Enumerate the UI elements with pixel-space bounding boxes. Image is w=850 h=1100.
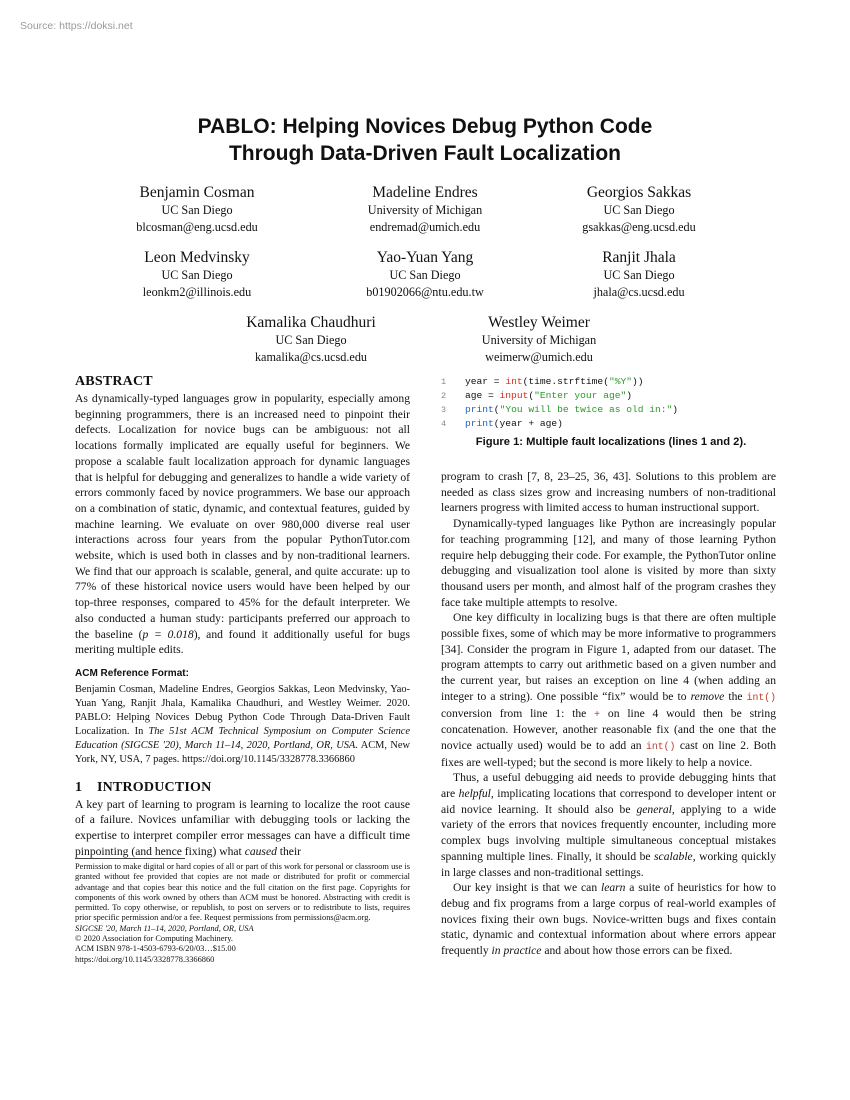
footnote-isbn: ACM ISBN 978-1-4503-6793-6/20/03…$15.00	[75, 944, 236, 954]
author-block	[77, 183, 317, 235]
intro-paragraph: A key part of learning to program is learning to localize the root cause of a failure. Novices unfamiliar with debugging tools or lacking the expertise to interpret compiler error messages can have a difficult time pinpointing (and hence fixing) what caused their	[75, 797, 410, 858]
left-column	[75, 373, 410, 859]
author-email: kamalika@cs.ucsd.edu	[254, 349, 368, 364]
author-affiliation: UC San Diego	[275, 333, 347, 347]
abstract-text: As dynamically-typed languages grow in popularity, especially among beginning programmers, there is an increased need to pinpoint their defects. Localization for novice bugs can be ambiguous: not all locations formally implicated are equally useful for beginners. We propose a scalable fault localization approach for dynamic languages that is helpful for debugging and generalizes to handle a wide variety of errors commonly faced by novice programmers. We base our approach on a combination of static, dynamic, and contextual features, guided by machine learning. We evaluate on over 980,000 diverse real user interactions across four years from the popular PythonTutor.com website, which is used both in classes and by non-traditional learners. We find that our approach is scalable, general, and quite accurate: up to 77% of these historical novice users would have been helped by our top-three responses, compared to 45% for the default interpreter. We also conducted a human study: participants preferred our approach to the baseline (p = 0.018), and found it additionally useful for bugs meriting multiple edits.	[75, 392, 410, 657]
title-line-1: PABLO: Helping Novices Debug Python Code	[197, 115, 653, 138]
acm-ref-text: Benjamin Cosman, Madeline Endres, Georgios Sakkas, Leon Medvinsky, Yao-Yuan Yang, Ranjit Jhala, Kamalika Chaudhuri, and Westley Weimer. 2020. PABLO: Helping Novices Debug Python Code Through Data-Driven Fault Localization. In The 51st ACM Technical Symposium on Computer Science Education (SIGCSE '20), March 11–14, 2020, Portland, OR, USA. ACM, New York, NY, USA, 7 pages. https://doi.org/10.1145/3328778.3366860	[75, 683, 411, 765]
acm-ref-heading: ACM Reference Format:	[75, 667, 189, 679]
author-affiliation: UC San Diego	[161, 203, 233, 217]
author-block	[191, 313, 431, 365]
author-name: Leon Medvinsky	[144, 249, 250, 266]
author-name: Kamalika Chaudhuri	[246, 314, 376, 331]
author-email: blcosman@eng.ucsd.edu	[136, 219, 258, 234]
author-block	[305, 183, 545, 235]
author-email: jhala@cs.ucsd.edu	[593, 284, 685, 299]
right-paragraph: program to crash [7, 8, 23–25, 36, 43]. Solutions to this problem are needed as class sizes grow and increasing numbers of non-traditional learners progress with limited access to human instructional support.	[441, 470, 776, 515]
right-column	[441, 469, 776, 959]
author-block	[77, 248, 317, 300]
author-name: Madeline Endres	[372, 184, 478, 201]
author-affiliation: University of Michigan	[367, 203, 483, 217]
right-paragraph: One key difficulty in localizing bugs is that there are often multiple possible fixes, some of which may be more informative to programmers [34]. Consider the program in Figure 1, adapted from our dataset. The program attempts to carry out arithmetic based on a given number and the current year, but raises an exception on line 4 (when adding an integer to a string). One possible “fix” would be to remove the int() conversion from line 1: the + on line 4 would then be string concatenation. However, another reasonable fix (and the one that the novice actually used) would be to add an int() cast on line 2. Both fixes are well-typed; but the second is more likely to help a novice.	[441, 611, 776, 769]
code-line: 4 print(year + age)	[441, 418, 563, 429]
right-paragraph: Thus, a useful debugging aid needs to provide debugging hints that are helpful, implicating locations that correspond to developer intent or aid novice learning. It should also be general, applying to a wide variety of the errors that novices frequently encounter, including more complex bugs involving multiple simultaneous conceptual mistakes spanning multiple lines. Finally, it should be scalable, working quickly in large classes and non-traditional settings.	[441, 771, 776, 879]
footnote-doi: https://doi.org/10.1145/3328778.3366860	[75, 954, 215, 964]
code-listing	[441, 375, 781, 431]
author-name: Benjamin Cosman	[139, 184, 255, 201]
author-email: gsakkas@eng.ucsd.edu	[582, 219, 696, 234]
author-email: leonkm2@illinois.edu	[142, 284, 252, 299]
code-line: 1 year = int(time.strftime("%Y"))	[441, 376, 644, 387]
author-affiliation: UC San Diego	[603, 268, 675, 282]
paper-title	[0, 113, 850, 167]
source-label: Source: https://doksi.net	[20, 20, 133, 32]
code-line: 3 print("You will be twice as old in:")	[441, 404, 679, 415]
author-affiliation: UC San Diego	[603, 203, 675, 217]
footnote	[75, 862, 410, 965]
abstract-heading: ABSTRACT	[75, 374, 153, 389]
author-affiliation: UC San Diego	[389, 268, 461, 282]
figure-caption: Figure 1: Multiple fault localizations (lines 1 and 2).	[475, 436, 747, 448]
author-affiliation: University of Michigan	[481, 333, 597, 347]
footnote-venue: SIGCSE '20, March 11–14, 2020, Portland, OR, USA	[75, 923, 254, 933]
author-name: Westley Weimer	[488, 314, 590, 331]
author-block	[519, 183, 759, 235]
footnote-copyright: © 2020 Association for Computing Machinery.	[75, 934, 233, 944]
author-name: Georgios Sakkas	[586, 184, 692, 201]
permission-notice: Permission to make digital or hard copies of all or part of this work for personal or classroom use is granted without fee provided that copies are not made or distributed for profit or commercial advantage and that copies bear this notice and the full citation on the first page. Copyrights for components of this work owned by others than ACM must be honored. Abstracting with credit is permitted. To copy otherwise, or republish, to post on servers or to redistribute to lists, requires prior specific permission and/or a fee. Request permissions from permissions@acm.org.	[75, 862, 410, 923]
section-heading: 1 INTRODUCTION	[75, 779, 212, 795]
author-email: b01902066@ntu.edu.tw	[366, 284, 484, 299]
author-block	[519, 248, 759, 300]
right-paragraph: Our key insight is that we can learn a suite of heuristics for how to debug and fix programs from a large corpus of real-world examples of novices fixing their own bugs. Novice-written bugs and fixes contain static, dynamic and contextual information about where errors appear frequently in practice and about how those errors can be fixed.	[441, 881, 776, 958]
author-email: weimerw@umich.edu	[485, 349, 593, 364]
title-line-2: Through Data-Driven Fault Localization	[228, 142, 622, 165]
right-paragraph: Dynamically-typed languages like Python are increasingly popular for teaching programming [12], and many of those learning Python require help debugging their code. For example, the PythonTutor online debugging and visualization tool alone is visited by more than sixty thousand users per month, and almost half of the program crashes they face take multiple attempts to resolve.	[441, 517, 776, 609]
code-line: 2 age = input("Enter your age")	[441, 390, 632, 401]
author-email: endremad@umich.edu	[369, 219, 481, 234]
author-block	[419, 313, 659, 365]
author-name: Ranjit Jhala	[602, 249, 676, 266]
author-block	[305, 248, 545, 300]
author-name: Yao-Yuan Yang	[376, 249, 474, 266]
author-affiliation: UC San Diego	[161, 268, 233, 282]
footnote-rule	[75, 858, 185, 859]
